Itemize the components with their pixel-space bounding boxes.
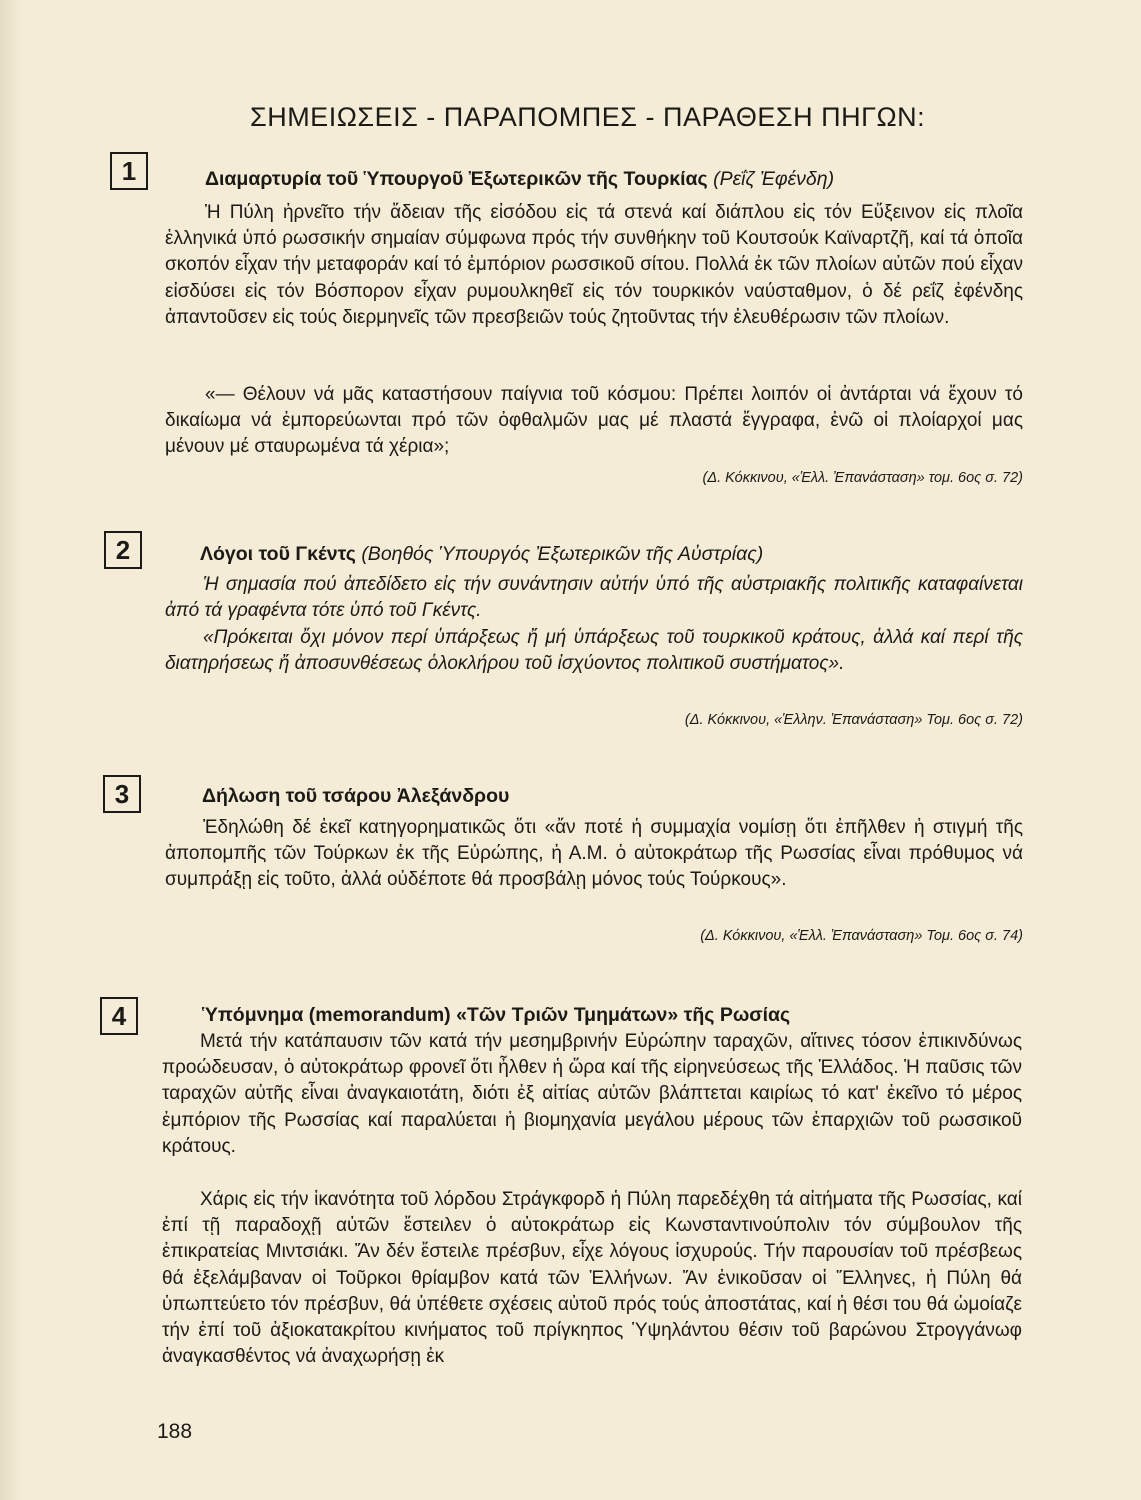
note-number-2: 2 [104,531,142,569]
note-1-paragraph-1: Ἡ Πύλη ἠρνεῖτο τήν ἄδειαν τῆς εἰσόδου εἰς τά στενά καί διάπλου εἰς τόν Εὔξεινον εἰς πλοῖα ἑλληνικά ὑπό ρωσσικήν σημαίαν σύμφωνα πρός τήν συνθήκην τοῦ Κουτσούκ Καϊναρτζῆ, καί τά ὁποῖα σκοπόν εἶχαν τήν μεταφοράν καί τό ἐμπόριον ρωσσικοῦ σίτου. Πολλά ἐκ τῶν πλοίων αὐτῶν πού εἶχαν εἰσδύσει εἰς τόν Βόσπορον εἶχαν ρυμουλκηθεῖ εἰς τόν τουρκικόν ναύσταθμον, ὁ δέ ρεΐζ ἐφένδης ἀπαντοῦσεν εἰς τούς διερμηνεῖς τῶν πρεσβειῶν τούς ζητοῦντας τήν ἐλευθέρωσιν τῶν πλοίων. [165,202,1023,328]
note-number-1: 1 [110,152,148,190]
page-heading: ΣΗΜΕΙΩΣΕΙΣ - ΠΑΡΑΠΟΜΠΕΣ - ΠΑΡΑΘΕΣΗ ΠΗΓΩΝ: [250,102,926,132]
note-title-text: Λόγοι τοῦ Γκέντς [200,543,356,565]
note-4-paragraph-2: Χάρις εἰς τήν ἱκανότητα τοῦ λόρδου Στράγκφορδ ἡ Πύλη παρεδέχθη τά αἰτήματα τῆς Ρωσσίας, καί ἐπί τῇ παραδοχῇ αὐτῶν ἔστειλεν ὁ αὐτοκράτωρ εἰς Κωνσταντινούπολιν τόν σύμβουλον τῆς ἐπικρατείας Μιντσιάκι. Ἄν δέν ἔστειλε πρέσβυν, εἶχε λόγους ἰσχυρούς. Τήν παρουσίαν τοῦ πρέσβεως θά ἐξελάμβαναν οἱ Τοῦρκοι θρίαμβον κατά τῶν Ἑλλήνων. Ἄν ἐνικοῦσαν οἱ Ἕλληνες, ἡ Πύλη θά ὑπωπτεύετο τόν πρέσβυν, θά ὑπέθετε σχέσεις αὐτοῦ πρός τούς ἀποστάτας, καί ἡ θέσι του θά ὡμοίαζε τήν ἐπί τοῦ ἀξιοκατακρίτου κινήματος τοῦ πρίγκηπος Ὑψηλάντου θέσιν τοῦ βαρώνου Στρογγάνωφ ἀναγκασθέντος νά ἀναχωρήσῃ ἐκ [162,1189,1022,1368]
note-number-4: 4 [100,997,138,1035]
note-3-source: (Δ. Κόκκινου, «Ἑλλ. Ἐπανάσταση» Τομ. 6ος σ. 74) [700,928,1023,944]
note-title-text: Διαμαρτυρία τοῦ Ὑπουργοῦ Ἐξωτερικῶν τῆς Τουρκίας [205,168,708,190]
note-title-3 [202,785,509,808]
note-1-source: (Δ. Κόκκινου, «Ἑλλ. Ἐπανάσταση» τομ. 6ος σ. 72) [702,470,1023,486]
note-title-1 [205,168,834,191]
note-2-paragraph-1: Ἡ σημασία πού ἀπεδίδετο εἰς τήν συνάντησιν αὐτήν ὑπό τῆς αὐστριακῆς πολιτικῆς καταφαίνεται ἀπό τά γραφέντα τότε ὑπό τοῦ Γκέντς. [165,574,1023,622]
note-3-paragraph-1: Ἐδηλώθη δέ ἐκεῖ κατηγορηματικῶς ὅτι «ἄν ποτέ ἡ συμμαχία νομίσῃ ὅτι ἐπῆλθεν ἡ στιγμή τῆς ἀποπομπῆς τῶν Τούρκων ἐκ τῆς Εὐρώπης, ἡ Α.Μ. ὁ αὐτοκράτωρ τῆς Ρωσσίας εἶναι πρόθυμος νά συμπράξῃ εἰς τοῦτο, ἀλλά οὐδέποτε θά προσβάλῃ μόνος τούς Τούρκους». [165,817,1023,891]
page-edge-shadow [0,0,22,1500]
note-number-3: 3 [103,775,141,813]
note-1-paragraph-2: «— Θέλουν νά μᾶς καταστήσουν παίγνια τοῦ κόσμου: Πρέπει λοιπόν οἱ ἀντάρται νά ἔχουν τό δικαίωμα νά ἐμπορεύωνται πρό τῶν ὀφθαλμῶν μας μέ πλαστά ἔγγραφα, ἐνῶ οἱ πλοίαρχοί μας μένουν μέ σταυρωμένα τά χέρια»; [165,384,1023,458]
page-number: 188 [157,1420,193,1443]
note-subtitle: (Ρεΐζ Ἐφένδη) [713,168,835,190]
note-title-4 [202,1004,790,1027]
note-subtitle: (Βοηθός Ὑπουργός Ἐξωτερικῶν τῆς Αὐστρίας) [361,543,764,565]
note-4-paragraph-1: Μετά τήν κατάπαυσιν τῶν κατά τήν μεσημβρινήν Εὐρώπην ταραχῶν, αἵτινες τόσον ἐπικινδύνως προώδευσαν, ὁ αὐτοκράτωρ φρονεῖ ὅτι ἦλθεν ἡ ὥρα καί τῆς εἰρηνεύσεως τῆς Ἑλλάδος. Ἡ παῦσις τῶν ταραχῶν αὐτῆς εἶναι ἀναγκαιοτάτη, διότι ἐξ αἰτίας αὐτῶν βλάπτεται καιρίως τό κατ' ἐκεῖνο τό μέρος ἐμπόριον τῆς Ρωσσίας καί παραλύεται ἡ βιομηχανία μεγάλου μέρους τῶν ἐπαρχιῶν τοῦ ρωσσικοῦ κράτους. [162,1031,1022,1157]
note-2-paragraph-2: «Πρόκειται ὄχι μόνον περί ὑπάρξεως ἤ μή ὑπάρξεως τοῦ τουρκικοῦ κράτους, ἀλλά καί περί τῆς διατηρήσεως ἤ ἀποσυνθέσεως ὁλοκλήρου τοῦ ἰσχύοντος πολιτικοῦ συστήματος». [165,627,1023,675]
note-2-source: (Δ. Κόκκινου, «Ἑλλην. Ἐπανάσταση» Τομ. 6ος σ. 72) [684,712,1023,728]
note-title-2 [200,543,763,566]
note-title-text: Δήλωση τοῦ τσάρου Ἀλεξάνδρου [202,785,510,807]
note-title-text: Ὑπόμνημα (memorandum) «Τῶν Τριῶν Τμημάτων» τῆς Ρωσίας [202,1004,791,1026]
